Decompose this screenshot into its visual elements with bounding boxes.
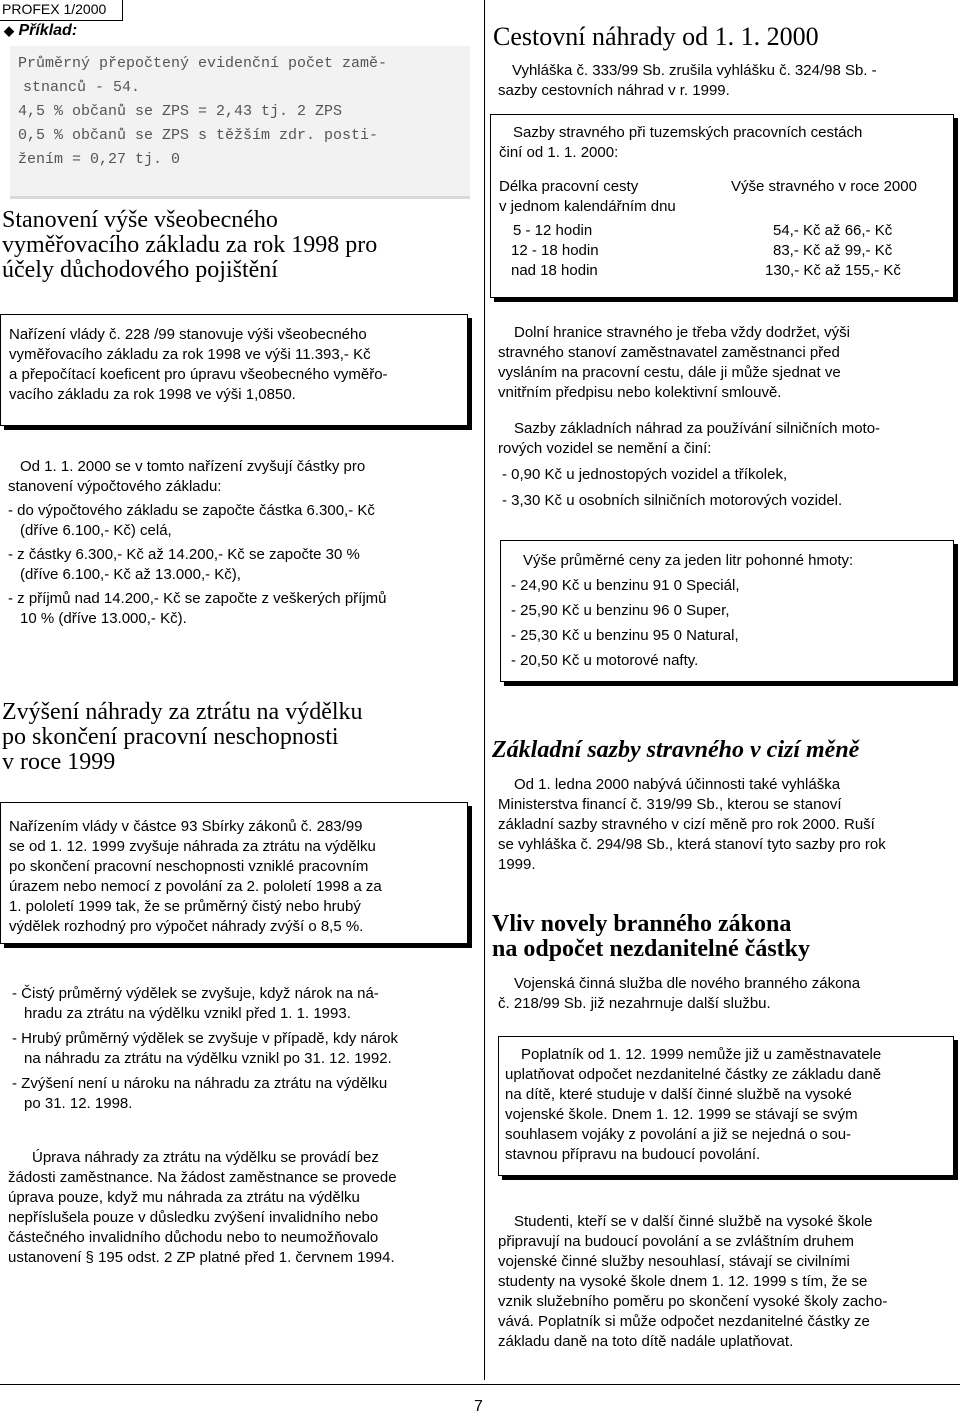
example-line: 4,5 % občanů se ZPS = 2,43 tj. 2 ZPS [18, 103, 343, 120]
diamond-bullet-icon: ◆ [4, 23, 14, 38]
text-line: úrazem nebo nemocí z povolání za 2. pololetí 1998 a za [9, 878, 382, 895]
list-item: - 3,30 Kč u osobních silničních motorových vozidel. [502, 492, 843, 509]
text-line: vacího základu za rok 1998 ve výši 1,0850. [9, 386, 296, 403]
list-item: - do výpočtového základu se započte částka 6.300,- Kč (dříve 6.100,- Kč) celá, [8, 502, 375, 539]
rates-table-header: Délka pracovní cesty v jednom kalendářním dnu Výše stravného v roce 2000 [499, 178, 917, 215]
box-sazby-stravneho: Sazby stravného při tuzemských pracovních cestách činí od 1. 1. 2000: Délka pracovní cesty v jednom kalendářním dnu Výše stravného v roce 2000 5 - 12 hodin 54,- Kč až 66,- Kč 12 - 18 hodin 83,- Kč až 99,- Kč nad 18 hodin 130,- Kč až 155,- Kč [490, 114, 954, 298]
box-narizeni-vlady [0, 314, 468, 426]
list-item: - Čistý průměrný výdělek se zvyšuje, když nárok na ná- hradu za ztrátu na výdělku vznikl před 1. 1. 1993. [12, 985, 379, 1022]
list-item: - Zvýšení není u nároku na náhradu za ztrátu na výdělku po 31. 12. 1998. [12, 1075, 388, 1112]
example-line: 0,5 % občanů se ZPS s těžším zdr. posti- [18, 127, 379, 144]
table-row [499, 261, 947, 281]
list-item: - z příjmů nad 14.200,- Kč se započte z veškerých příjmů 10 % (dříve 13.000,- Kč). [8, 590, 387, 627]
footer-rule [0, 1384, 960, 1385]
box-narizeni-nahrady [0, 802, 468, 944]
cizi-paragraph: Od 1. ledna 2000 nabývá účinnosti také vyhláška Ministerstva financí č. 319/99 Sb., kterou se stanoví základní sazby stravného v cizí měně pro rok 2000. Ruší se vyhláška č. 294/98 Sb., která stanoví tyto sazby pro rok 1999. [498, 776, 886, 873]
text-line: stanovení výpočtového základu: [8, 478, 222, 495]
dolni-hranice-paragraph: Dolní hranice stravného je třeba vždy dodržet, výši stravného stanoví zaměstnavatel zaměstnanci před vysláním na pracovní cestu, dále ji může sjednat ve vnitřním předpisu nebo kolektivní smlouvě. [498, 324, 850, 401]
text-line: a přepočítací koeficent pro úpravu všeobecného vyměřo- [9, 366, 388, 383]
studenti-paragraph: Studenti, kteří se v další činné službě na vysoké škole připravují na budoucí povolání a se zvláštním druhem vojenské činné služby nesouhlasí, stávají se civilními studenty na vysoké škole dnem 1. 12. 1999 s tím, že se vznik služebního poměru po skončení vysoké školy zacho- vává. Poplatník si může odpočet nezdanitelné částky ze základu daně na toto dítě nadále uplatňovat. [498, 1213, 888, 1350]
text-line: vyměřovacího základu za rok 1998 ve výši 11.393,- Kč [9, 346, 371, 363]
text-line: výdělek rozhodný pro výpočet náhrady zvýší o 8,5 %. [9, 918, 364, 935]
list-item: - 25,90 Kč u benzinu 96 0 Super, [511, 602, 730, 619]
list-item: - 0,90 Kč u jednostopých vozidel a tříkolek, [502, 466, 788, 483]
table-cell: nad 18 hodin [511, 262, 598, 279]
list-item: - Hrubý průměrný výdělek se zvyšuje v případě, kdy nárok na náhradu za ztrátu na výdělku vznikl po 31. 12. 1992. [12, 1030, 398, 1067]
table-row [499, 241, 947, 261]
table-cell: 83,- Kč až 99,- Kč [773, 242, 893, 259]
uprava-paragraph: Úprava náhrady za ztrátu na výdělku se provádí bez žádosti zaměstnance. Na žádost zaměstnance se provede úprava pouze, když mu náhrada za ztrátu na výdělku nepříslušela pouze v důsledku zvýšení invalidního nebo částečného invalidního důchodu nebo to neumožňovalo ustanovení § 195 odst. 2 ZP platné před 1. červnem 1994. [8, 1149, 397, 1266]
example-line: stnanců - 54. [23, 79, 141, 96]
heading-vymerovaci-zaklad: Stanovení výše všeobecného vyměřovacího základu za rok 1998 pro účely důchodového pojištění [2, 207, 378, 283]
text-line: Nařízení vlády č. 228 /99 stanovuje výši všeobecného [9, 326, 367, 343]
running-title: PROFEX 1/2000 [2, 1, 107, 17]
column-header-duration: Délka pracovní cesty [499, 178, 639, 195]
column-divider [484, 0, 485, 1380]
list-item: - 25,30 Kč u benzinu 95 0 Natural, [511, 627, 739, 644]
box-pohonne-hmoty [500, 540, 954, 682]
list-item: - 20,50 Kč u motorové nafty. [511, 652, 699, 669]
sazby-zakladni-section: Sazby základních náhrad za používání silničních moto- rových vozidel se nemění a činí: - 0,90 Kč u jednostopých vozidel a tříkolek, - 3,30 Kč u osobních silničních motorových vozidel. [498, 419, 954, 511]
vojenska-paragraph: Vojenská činná služba dle nového branného zákona č. 218/99 Sb. již nezahrnuje další službu. [498, 975, 861, 1012]
text-line: Nařízením vlády v částce 93 Sbírky zákonů č. 283/99 [9, 818, 363, 835]
text-line: po skončení pracovní neschopnosti vzniklé pracovním [9, 858, 369, 875]
text-line: se od 1. 12. 1999 zvyšuje náhrada za ztrátu na výdělku [9, 838, 376, 855]
example-line: Průměrný přepočtený evidenční počet zamě- [18, 55, 388, 72]
box-poplatnik: Poplatník od 1. 12. 1999 nemůže již u zaměstnavatele uplatňovat odpočet nezdanitelné částky ze základu daně na dítě, které studuje v další činné službě na vysoké vojenské škole. Dnem 1. 12. 1999 se stávají se svým souhlasem vojáky z povolání a již se nejedná o sou- stavnou přípravu na budoucí povolání. [498, 1036, 954, 1176]
table-cell: 54,- Kč až 66,- Kč [773, 222, 893, 239]
heading-cestovni-nahrady: Cestovní náhrady od 1. 1. 2000 [493, 22, 819, 51]
heading-cizi-mena: Základní sazby stravného v cizí měně [492, 737, 860, 763]
vyhlaska-paragraph: Vyhláška č. 333/99 Sb. zrušila vyhlášku č. 324/98 Sb. - sazby cestovních náhrad v r. 1999. [498, 62, 877, 99]
heading-vliv-novely: Vliv novely branného zákona na odpočet nezdanitelné částky [492, 911, 810, 962]
text-line: 1. pololetí 1999 tak, že se průměrný čistý nebo hrubý [9, 898, 361, 915]
od-2000-section [8, 457, 463, 629]
table-row [499, 221, 947, 241]
list-item: - z částky 6.300,- Kč až 14.200,- Kč se započte 30 % (dříve 6.100,- Kč až 13.000,- Kč), [8, 546, 360, 583]
example-block [0, 20, 470, 180]
column-header-amount: Výše stravného v roce 2000 [731, 178, 917, 195]
example-panel [10, 46, 470, 199]
table-cell: 5 - 12 hodin [513, 222, 593, 239]
list-item: - 24,90 Kč u benzinu 91 0 Speciál, [511, 577, 740, 594]
table-cell: 130,- Kč až 155,- Kč [765, 262, 901, 279]
page-number: 7 [474, 1398, 483, 1415]
example-line: žením = 0,27 tj. 0 [18, 151, 181, 168]
text-line: Od 1. 1. 2000 se v tomto nařízení zvyšují částky pro [20, 458, 366, 475]
rates-table [499, 177, 947, 281]
example-label: ◆ Příklad: [4, 22, 78, 39]
box-title: Výše průměrné ceny za jeden litr pohonné hmoty: [523, 552, 854, 569]
table-cell: 12 - 18 hodin [511, 242, 599, 259]
running-header [0, 0, 123, 21]
heading-nahrady-ztrata: Zvýšení náhrady za ztrátu na výdělku po skončení pracovní neschopnosti v roce 1999 [2, 699, 363, 775]
nahrady-list [12, 984, 464, 1114]
